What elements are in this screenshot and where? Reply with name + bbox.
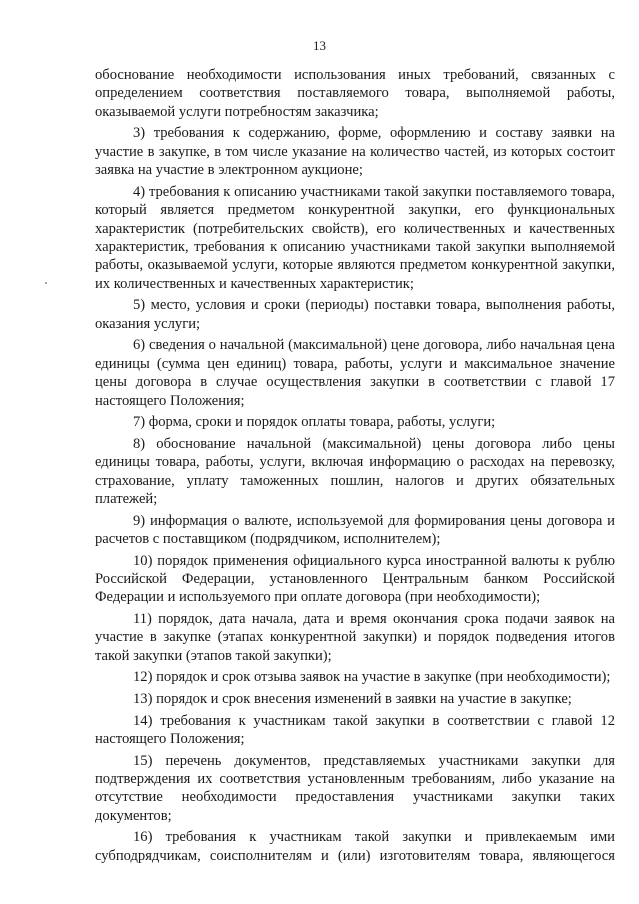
paragraph-10: 10) порядок применения официального курса иностранной валюты к рублю Российской Федерации, установленного Центральным банком Российской Федерации и используемого при оплате договора (при необходимости); [95, 552, 615, 606]
paragraph-7: 7) форма, сроки и порядок оплаты товара, работы, услуги; [133, 414, 496, 431]
paragraph-4: 4) требования к описанию участниками такой закупки поставляемого товара, который является предметом конкурентной закупки, его функциональных характеристик (потребительских свойств), его количественных и качественных характеристик, требования к описанию участниками такой закупки выполняемой работы, оказываемой услуги, которые являются предметом конкурентной закупки, их количественных и качественных характеристик; [95, 183, 615, 292]
paragraph-0: обоснование необходимости использования иных требований, связанных с определением соответствия поставляемого товара, выполняемой работы, оказываемой услуги потребностям заказчика; [95, 67, 615, 120]
paragraph-13: 13) порядок и срок внесения изменений в заявки на участие в закупке; [133, 691, 572, 708]
paragraph-6: 6) сведения о начальной (максимальной) цене договора, либо начальная цена единицы (сумма цен единиц) товара, работы, услуги и максимальное значение цены договора в случае осуществления закупки в соответствии с главой 17 настоящего Положения; [95, 337, 615, 409]
margin-dot [45, 282, 47, 284]
paragraph-11: 11) порядок, дата начала, дата и время окончания срока подачи заявок на участие в закупке (этапах конкурентной закупки) и порядок подведения итогов такой закупки (этапов такой закупки); [95, 611, 615, 664]
paragraph-5: 5) место, условия и сроки (периоды) поставки товара, выполнения работы, оказания услуги; [95, 297, 615, 332]
paragraph-8: 8) обоснование начальной (максимальной) цены договора либо цены единицы товара, работы, услуги, включая информацию о расходах на перевозку, страхование, уплату таможенных пошлин, налогов и других обязательных платежей; [95, 435, 615, 508]
paragraph-3: 3) требования к содержанию, форме, оформлению и составу заявки на участие в закупке, в том числе указание на количество частей, из которых состоит заявка на участие в электронном аукционе; [95, 125, 615, 179]
paragraph-14: 14) требования к участникам такой закупки в соответствии с главой 12 настоящего Положения; [95, 712, 615, 748]
paragraph-16: 16) требования к участникам такой закупки и привлекаемым ими субподрядчикам, соисполнителям и (или) изготовителям товара, являющегося [95, 829, 615, 864]
paragraph-9: 9) информация о валюте, используемой для формирования цены договора и расчетов с поставщиком (подрядчиком, исполнителем); [95, 512, 615, 548]
paragraph-15: 15) перечень документов, представляемых участниками закупки для подтверждения их соответствия установленным требованиям, либо указание на отсутствие необходимости предоставления участниками закупки таких документов; [95, 752, 615, 824]
page-number: 13 [313, 38, 326, 53]
document-body [95, 66, 615, 868]
paragraph-12: 12) порядок и срок отзыва заявок на участие в закупке (при необходимости); [133, 669, 611, 686]
